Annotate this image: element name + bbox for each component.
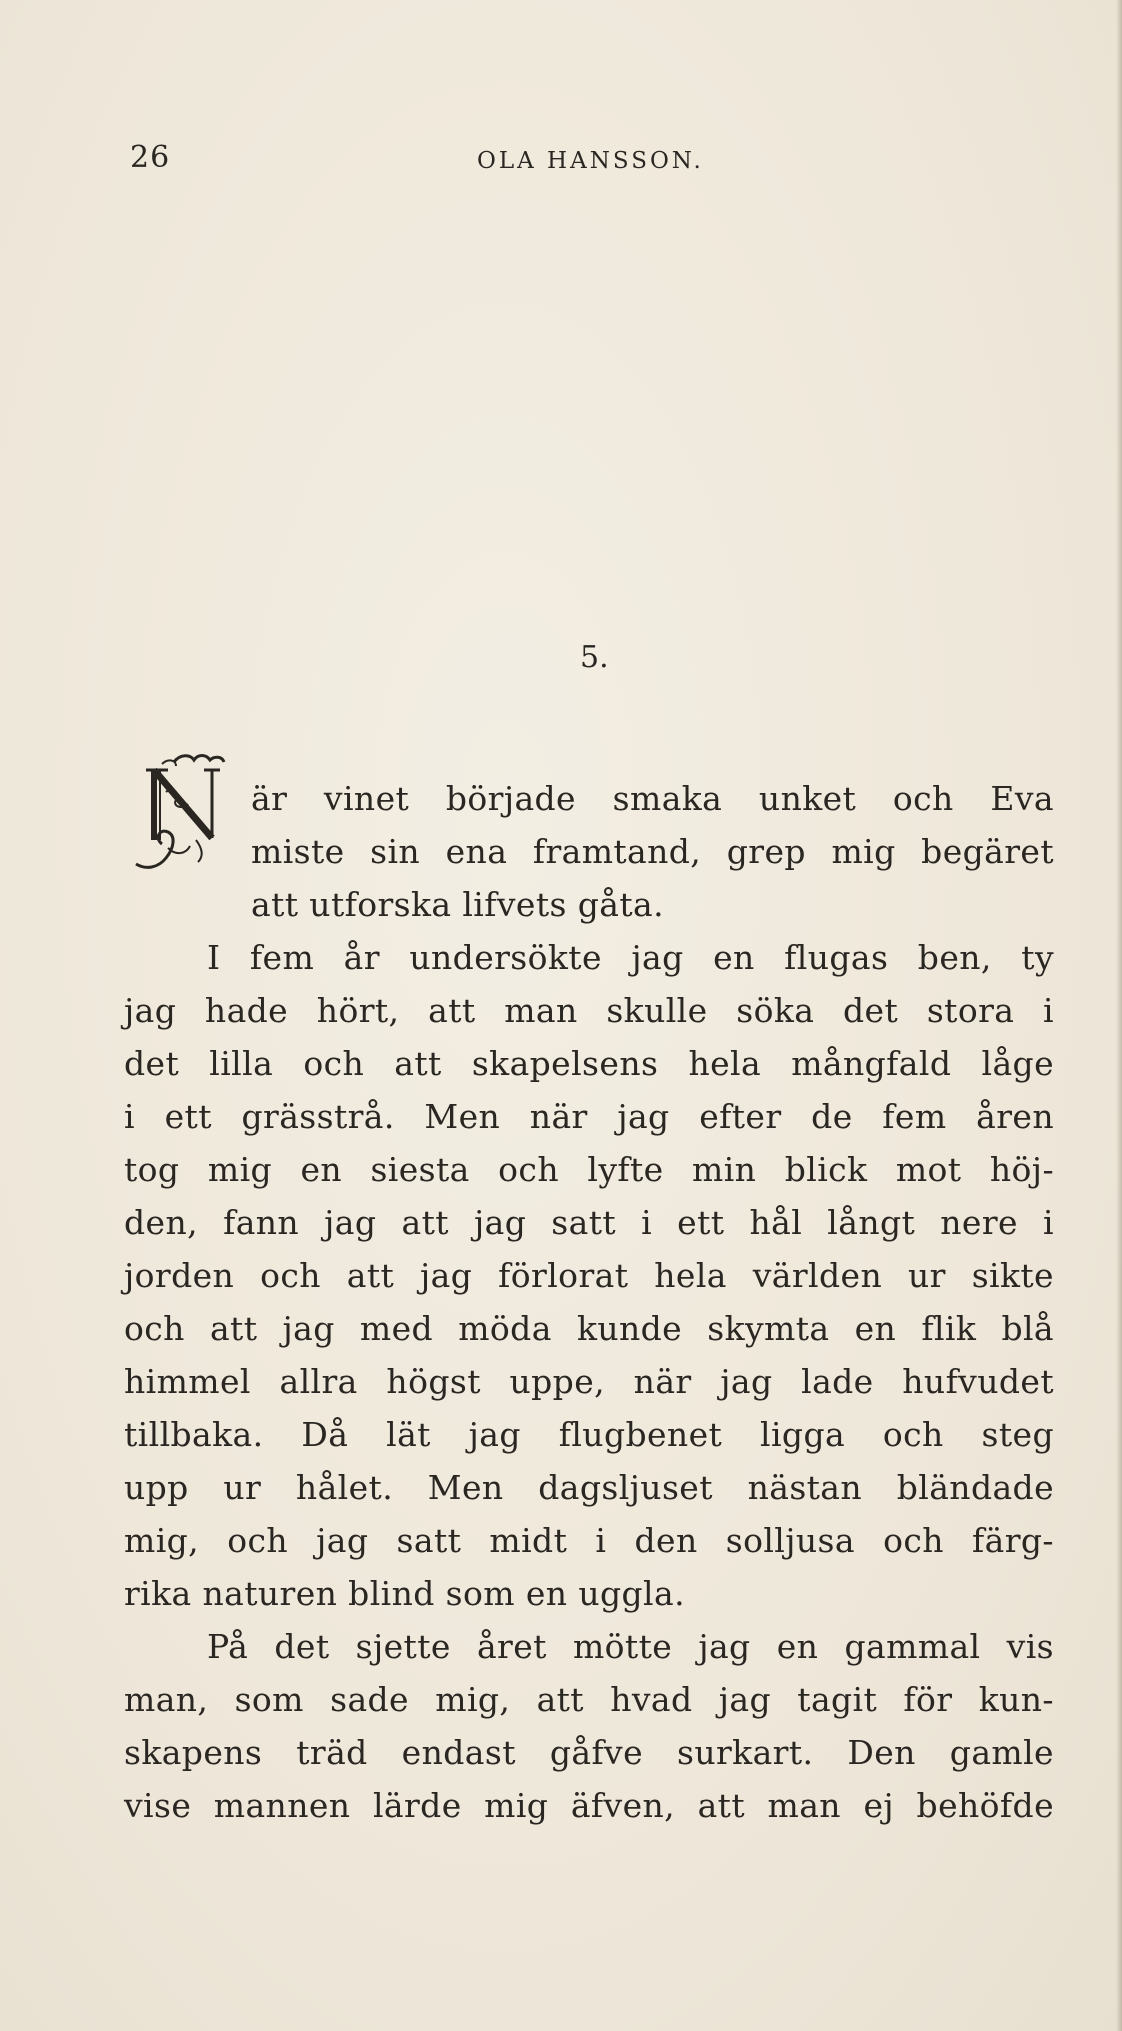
page-header — [130, 140, 730, 180]
text-line: tog mig en siesta och lyfte min blick mot höj- — [124, 1150, 1054, 1189]
text-line: skapens träd endast gåfve surkart. Den gamle — [124, 1733, 1054, 1772]
text-line: tillbaka. Då lät jag flugbenet ligga och steg — [124, 1415, 1054, 1454]
body-text — [124, 772, 1054, 1832]
text-line: himmel allra högst uppe, när jag lade hufvudet — [124, 1362, 1054, 1401]
text-line: man, som sade mig, att hvad jag tagit för kun- — [124, 1680, 1054, 1719]
page-edge-shadow — [1116, 0, 1122, 2031]
text-line: upp ur hålet. Men dagsljuset nästan bländade — [124, 1468, 1054, 1507]
text-line: rika naturen blind som en uggla. — [124, 1574, 685, 1613]
text-line: är vinet började smaka unket och Eva — [251, 779, 1054, 818]
page-number: 26 — [130, 140, 171, 175]
text-line: jag hade hört, att man skulle söka det stora i — [124, 991, 1054, 1030]
text-line: den, fann jag att jag satt i ett hål långt nere i — [124, 1203, 1054, 1242]
text-line: I fem år undersökte jag en flugas ben, ty — [207, 938, 1054, 977]
text-line: det lilla och att skapelsens hela mångfald låge — [124, 1044, 1054, 1083]
text-line: miste sin ena framtand, grep mig begäret — [251, 832, 1054, 871]
text-line: i ett grässtrå. Men när jag efter de fem åren — [124, 1097, 1054, 1136]
text-line: mig, och jag satt midt i den solljusa och färg- — [124, 1521, 1054, 1560]
text-line: På det sjette året mötte jag en gammal vis — [207, 1627, 1054, 1666]
text-line: att utforska lifvets gåta. — [251, 885, 664, 924]
text-line: jorden och att jag förlorat hela världen ur sikte — [124, 1256, 1054, 1295]
section-number: 5. — [580, 640, 609, 675]
text-line: vise mannen lärde mig äfven, att man ej behöfde — [124, 1786, 1054, 1825]
text-line: och att jag med möda kunde skymta en flik blå — [124, 1309, 1054, 1348]
running-head: OLA HANSSON. — [477, 148, 704, 174]
